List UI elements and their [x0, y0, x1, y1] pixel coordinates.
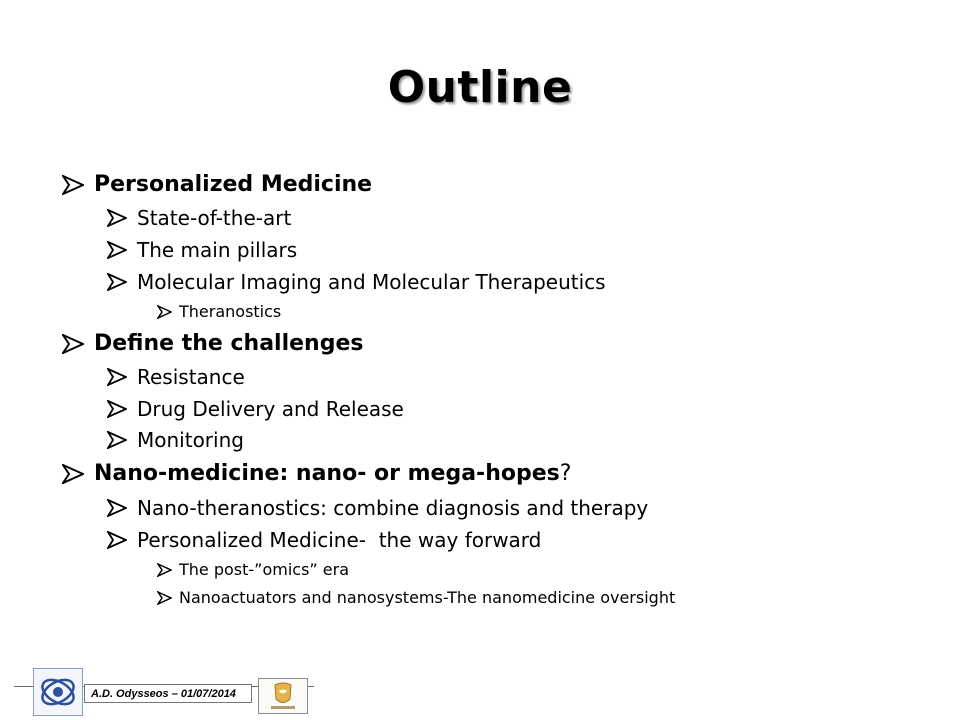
- outline-item-text: Nano-theranostics: combine diagnosis and therapy: [137, 496, 649, 520]
- outline-item-personalized-medicine: [62, 172, 372, 197]
- outline-item-state-of-the-art: [107, 206, 291, 230]
- arrow-bullet-icon: [157, 305, 172, 319]
- outline-item-text: Nanoactuators and nanosystems-The nanomedicine oversight: [179, 588, 676, 607]
- slide-title: Outline: [387, 62, 573, 113]
- arrow-bullet-icon: [157, 563, 172, 577]
- outline-item-text: Personalized Medicine: [94, 172, 373, 197]
- outline-item-text: The post-”omics” era: [179, 560, 350, 579]
- outline-item-text: Personalized Medicine- the way forward: [137, 528, 542, 552]
- author-date-label: A.D. Odysseos – 01/07/2014: [84, 684, 252, 703]
- arrow-bullet-icon: [107, 531, 127, 549]
- outline-item-text: Drug Delivery and Release: [137, 397, 404, 421]
- outline-item-nanoactuators: [157, 588, 675, 607]
- outline-item-nano-theranostics: [107, 496, 648, 520]
- outline-item-way-forward: [107, 528, 541, 552]
- outline-item-text: State-of-the-art: [137, 206, 292, 230]
- outline-item-theranostics: [157, 302, 281, 321]
- outline-item-main-pillars: [107, 238, 297, 262]
- outline-item-molecular-imaging: [107, 270, 606, 294]
- arrow-bullet-icon: [107, 209, 127, 227]
- outline-item-suffix: ?: [559, 461, 572, 486]
- outline-item-text: Monitoring: [137, 428, 244, 452]
- outline-item-resistance: [107, 365, 245, 389]
- outline-item-text: Molecular Imaging and Molecular Therapeutics: [137, 270, 606, 294]
- outline-item-text: Theranostics: [179, 302, 282, 321]
- arrow-bullet-icon: [107, 273, 127, 291]
- outline-item-define-challenges: [62, 331, 363, 356]
- arrow-bullet-icon: [62, 464, 84, 484]
- outline-item-text: Resistance: [137, 365, 245, 389]
- arrow-bullet-icon: [62, 175, 84, 195]
- slide-footer: [0, 664, 960, 720]
- outline-item-text: Define the challenges: [94, 331, 364, 356]
- outline-item-drug-delivery: [107, 397, 404, 421]
- cyprus-government-emblem-icon: [258, 678, 308, 714]
- outline-item-post-omics: [157, 560, 349, 579]
- arrow-bullet-icon: [107, 499, 127, 517]
- outline-item-monitoring: [107, 428, 244, 452]
- arrow-bullet-icon: [157, 591, 172, 605]
- university-logo-icon: [33, 668, 83, 716]
- arrow-bullet-icon: [107, 400, 127, 418]
- arrow-bullet-icon: [107, 241, 127, 259]
- outline-item-text: The main pillars: [137, 238, 298, 262]
- arrow-bullet-icon: [62, 334, 84, 354]
- arrow-bullet-icon: [107, 368, 127, 386]
- arrow-bullet-icon: [107, 431, 127, 449]
- outline-item-text: Nano-medicine: nano- or mega-hopes: [94, 461, 560, 486]
- outline-item-nano-medicine: [62, 461, 571, 486]
